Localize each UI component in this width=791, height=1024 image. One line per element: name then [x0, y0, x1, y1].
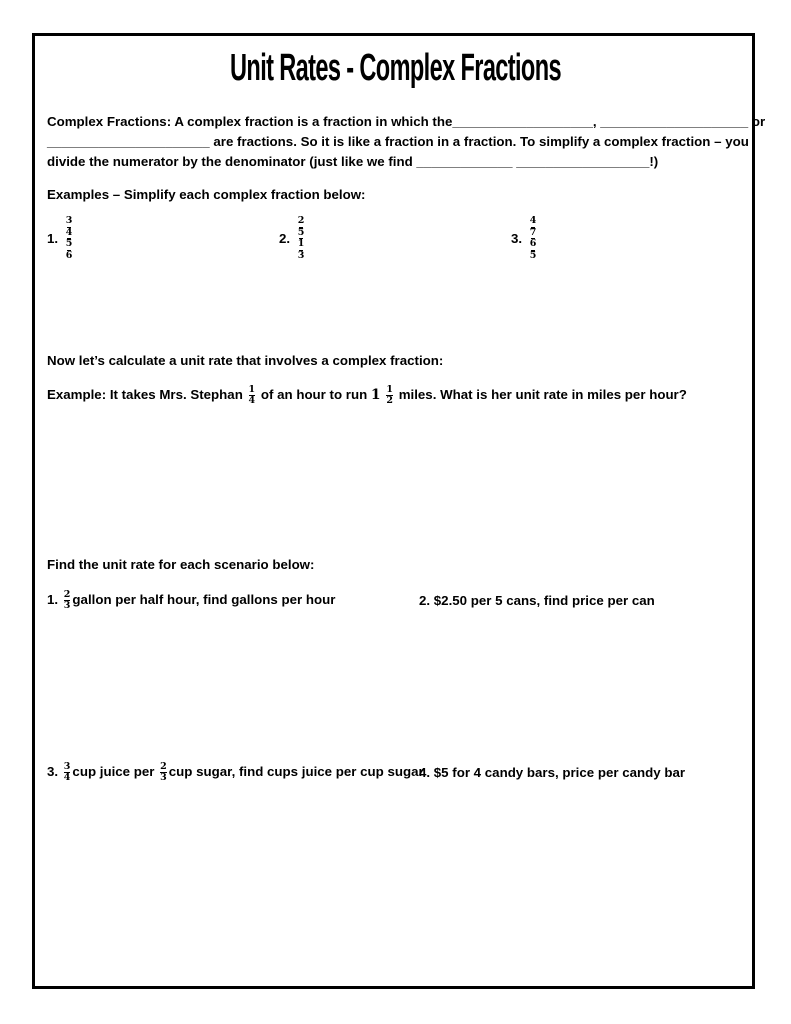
- scenario-4: 4. $5 for 4 candy bars, price per candy bar: [419, 765, 686, 780]
- problem-label: 2.: [279, 231, 291, 246]
- fraction-one-half: [386, 385, 393, 406]
- scenario-3-text-2: cup sugar, find cups juice per cup sugar: [168, 764, 424, 779]
- digit: 6: [65, 249, 73, 261]
- fraction-denominator: [298, 239, 305, 261]
- intro-line-3: divide the numerator by the denominator (just like we find _____________ __________________!): [47, 154, 659, 169]
- mixed-whole: 1: [370, 387, 381, 403]
- scenario-3: [47, 759, 424, 785]
- example-problem: [47, 382, 687, 408]
- digit: 1: [248, 383, 256, 395]
- fraction-numerator: [530, 216, 537, 238]
- digit: 3: [65, 215, 73, 226]
- complex-fraction: [530, 216, 537, 261]
- scenario-1: [47, 587, 335, 613]
- digit: 3: [160, 771, 167, 783]
- digit: 3: [63, 760, 71, 772]
- fraction-numerator: [298, 216, 305, 238]
- example-text-1: Example: It takes Mrs. Stephan: [47, 387, 243, 402]
- page-border: [32, 33, 755, 989]
- digit: 4: [65, 226, 73, 238]
- complex-fraction-2: [279, 216, 304, 261]
- scenario-header: Find the unit rate for each scenario below:: [47, 557, 315, 572]
- intro-line-1: Complex Fractions: A complex fraction is a fraction in which the___________________, ____________________ or: [47, 114, 766, 129]
- digit: 1: [386, 383, 393, 395]
- digit: 2: [160, 760, 167, 772]
- problem-label: 3.: [511, 231, 523, 246]
- scenario-1-text: gallon per half hour, find gallons per hour: [72, 592, 336, 607]
- digit: 4: [248, 394, 256, 406]
- intro-line-2: ______________________ are fractions. So it is like a fraction in a fraction. To simplify a complex fraction – you: [47, 134, 749, 149]
- complex-fraction: [298, 216, 305, 261]
- example-text-2: of an hour to run: [260, 387, 368, 402]
- example-text-3: miles. What is her unit rate in miles per hour?: [398, 387, 687, 402]
- digit: 4: [63, 771, 71, 783]
- problem-label: 1.: [47, 231, 59, 246]
- fraction-two-thirds: [64, 590, 71, 611]
- problem-label: 3.: [47, 764, 59, 779]
- complex-fraction: [66, 216, 73, 261]
- fraction-one-fourth: [249, 385, 256, 406]
- digit: 5: [529, 249, 537, 261]
- digit: 2: [63, 588, 71, 600]
- digit: 2: [386, 394, 393, 406]
- fraction-two-thirds: [160, 762, 167, 783]
- digit: 5: [65, 238, 73, 249]
- complex-fraction-3: [511, 216, 536, 261]
- problem-label: 1.: [47, 592, 59, 607]
- examples-header: Examples – Simplify each complex fraction below:: [47, 187, 366, 202]
- fraction-denominator: [66, 239, 73, 261]
- unit-rate-header: Now let’s calculate a unit rate that involves a complex fraction:: [47, 353, 444, 368]
- scenario-2: 2. $2.50 per 5 cans, find price per can: [419, 593, 655, 608]
- fraction-numerator: [66, 216, 73, 238]
- digit: 3: [63, 599, 71, 611]
- fraction-denominator: [530, 239, 537, 261]
- page-title: Unit Rates - Complex Fractions: [230, 47, 561, 89]
- fraction-three-fourths: [64, 762, 71, 783]
- digit: 3: [297, 249, 305, 261]
- digit: 1: [297, 238, 305, 249]
- scenario-3-text-1: cup juice per: [72, 764, 155, 779]
- digit: 5: [297, 226, 305, 238]
- digit: 6: [529, 238, 537, 249]
- digit: 7: [529, 226, 537, 238]
- digit: 4: [529, 215, 537, 226]
- digit: 2: [297, 215, 305, 226]
- complex-fraction-1: [47, 216, 72, 261]
